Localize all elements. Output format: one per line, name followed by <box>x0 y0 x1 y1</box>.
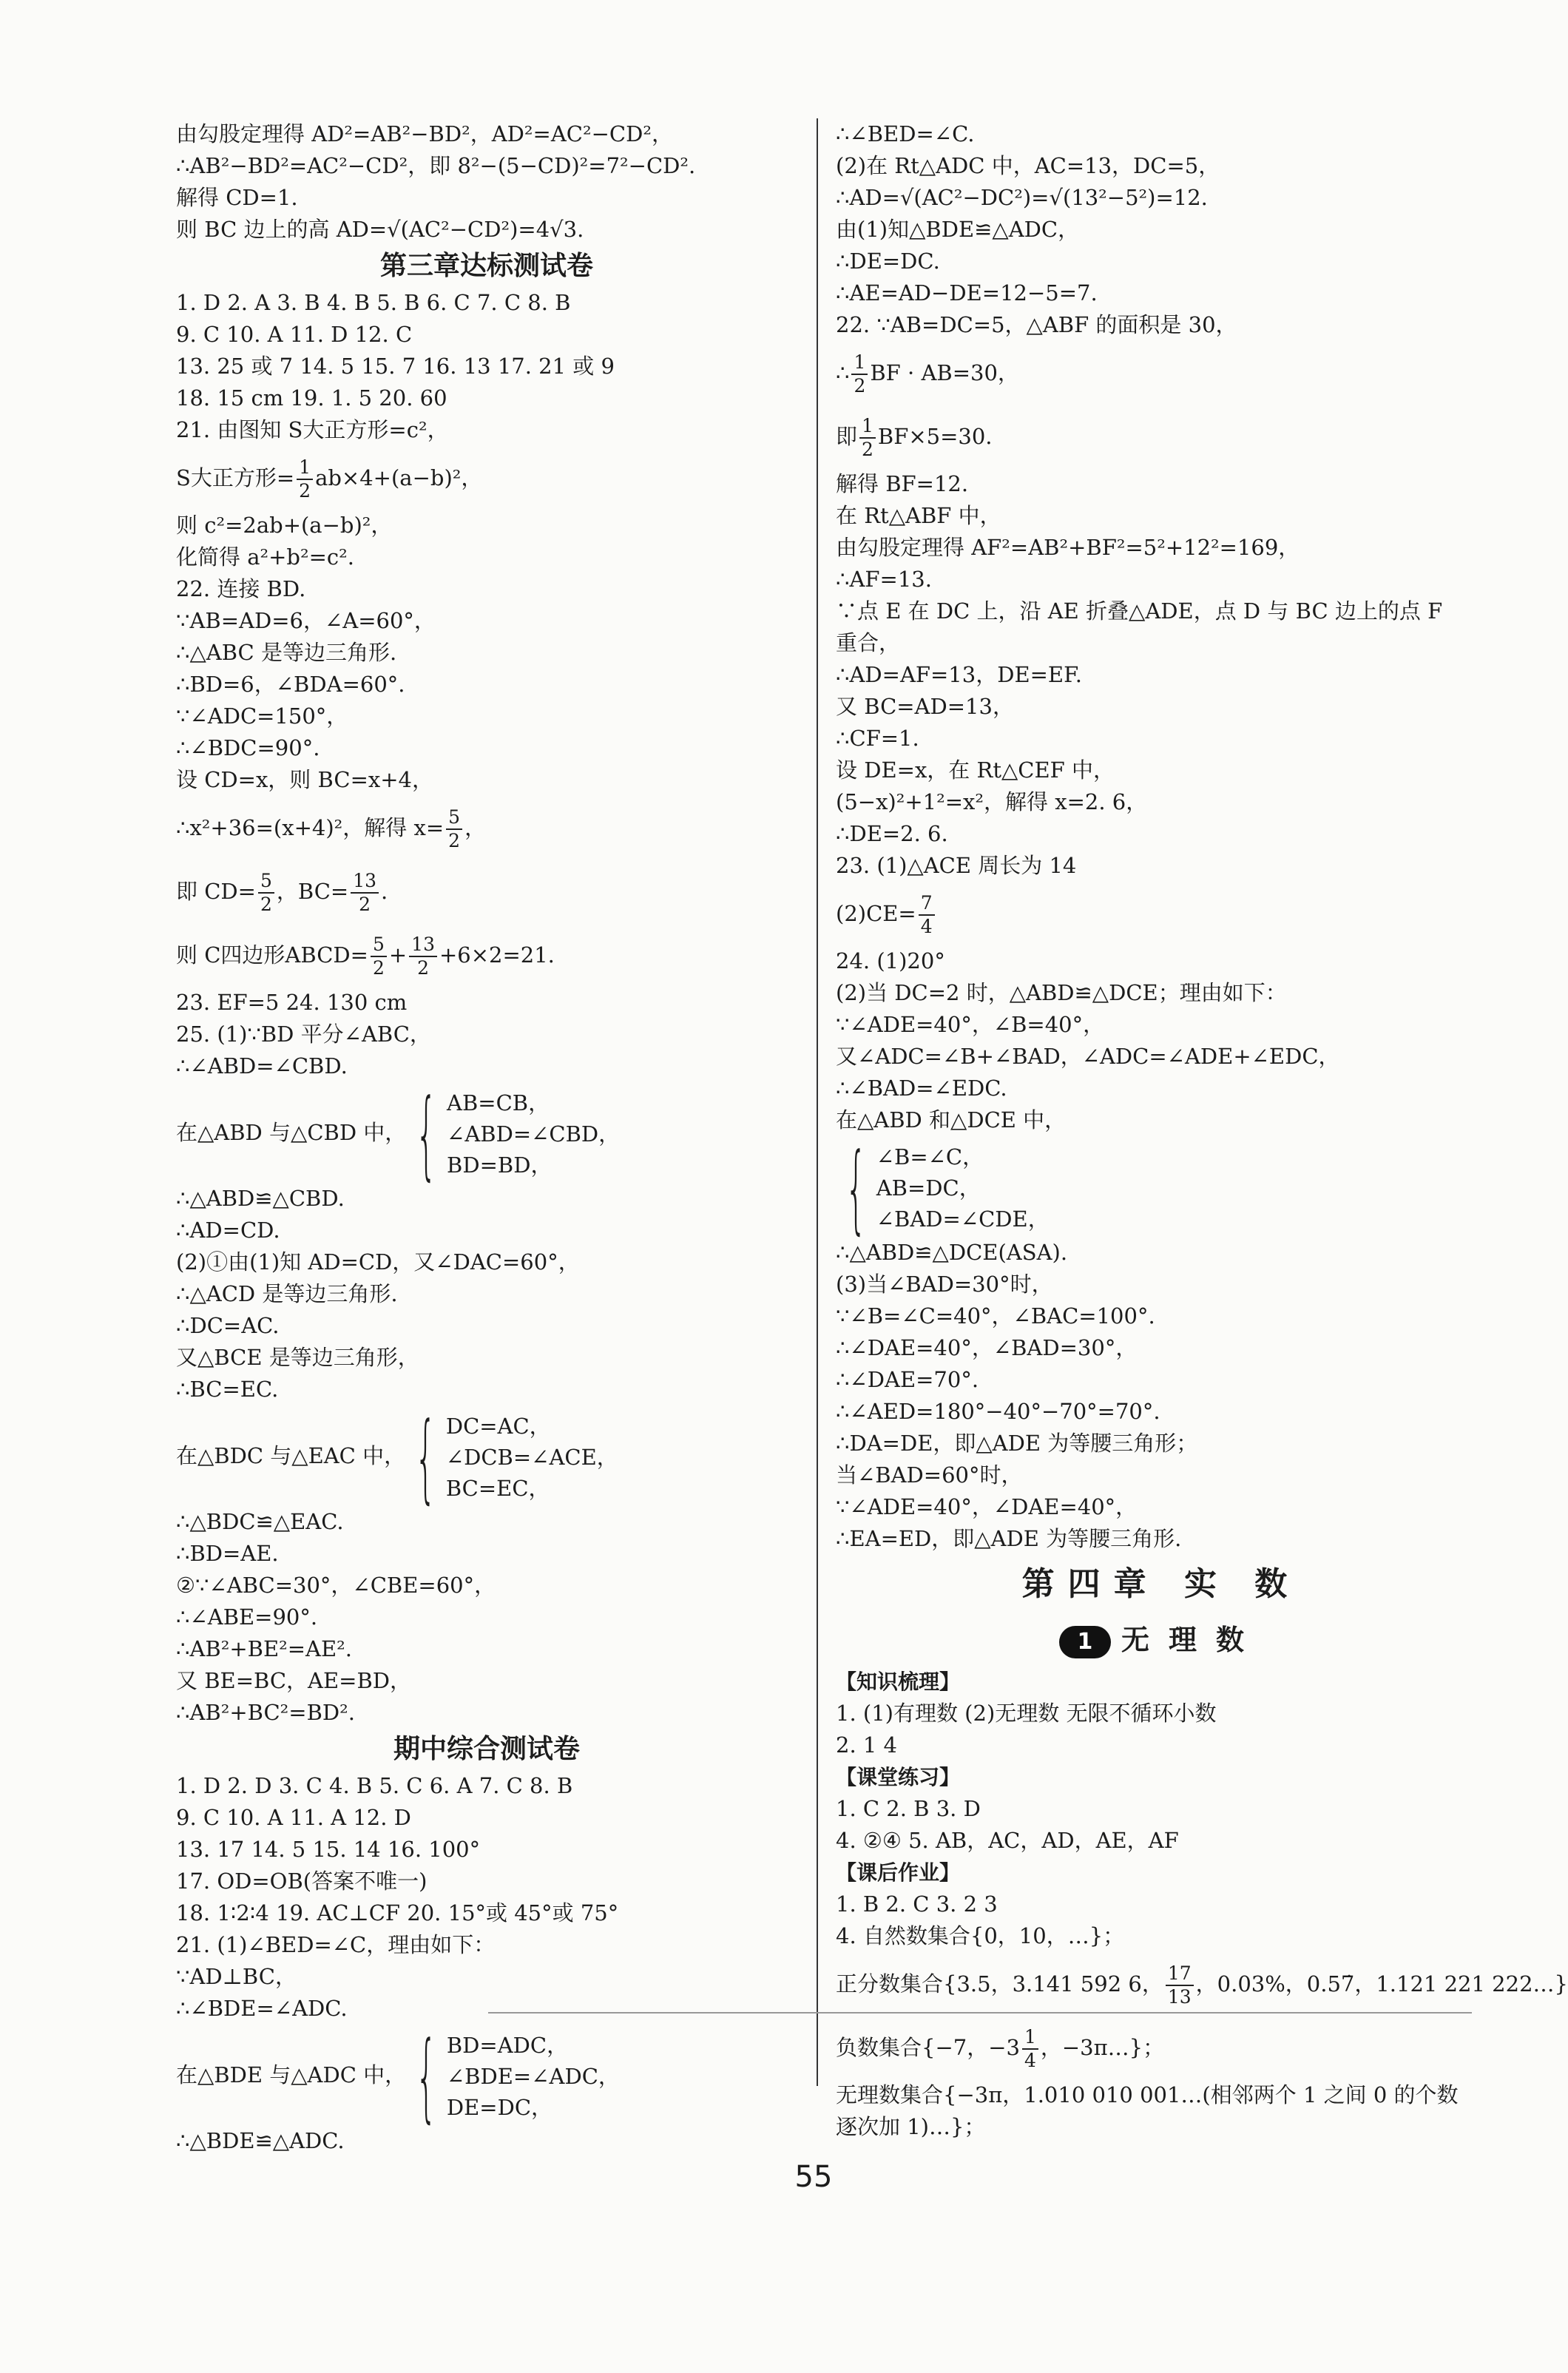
denominator: 2 <box>372 957 385 979</box>
system-line: ∠B=∠C， <box>876 1144 984 1169</box>
answer-line: 1. D 2. D 3. C 4. B 5. C 6. A 7. C 8. B <box>176 1773 573 1798</box>
answer-line: (2)在 Rt△ADC 中，AC=13，DC=5， <box>836 153 1220 178</box>
answer-line: 21. (1)∠BED=∠C，理由如下： <box>176 1932 496 1957</box>
section-tag: 【课堂练习】 <box>836 1765 961 1789</box>
denominator: 2 <box>854 375 866 396</box>
math-line <box>176 923 797 987</box>
column-divider <box>817 118 818 2086</box>
answer-line: 21. 由图知 S大正方形=c²， <box>176 417 449 442</box>
answer-line: 4. ②④ 5. AB，AC，AD，AE，AF <box>836 1828 1179 1853</box>
numerator: 1 <box>859 415 876 439</box>
answer-line: 又 BE=BC，AE=BD， <box>176 1668 412 1693</box>
answer-line: 22. 连接 BD. <box>176 576 306 601</box>
answer-line: ∴∠ABD=∠CBD. <box>176 1053 348 1079</box>
system-line: BD=ADC， <box>446 2033 569 2058</box>
answer-line: 2. 1 4 <box>836 1732 898 1758</box>
answer-line: 23. (1)△ACE 周长为 14 <box>836 853 1077 878</box>
math-text: 则 C四边形ABCD= <box>176 942 368 968</box>
answer-line: ∴∠DAE=70°. <box>836 1367 979 1392</box>
answer-line: ∴DE=DC. <box>836 249 940 274</box>
numerator: 1 <box>297 456 313 480</box>
answer-line: ∴AD=AF=13，DE=EF. <box>836 662 1082 687</box>
answer-line: ∵AD⊥BC， <box>176 1964 297 1989</box>
system-lead-text: 在△BDC 与△EAC 中， <box>176 1443 406 1468</box>
answer-line: ∴AE=AD−DE=12−5=7. <box>836 280 1098 306</box>
answer-line: 1. (1)有理数 (2)无理数 无限不循环小数 <box>836 1701 1217 1726</box>
system-line: BD=BD， <box>447 1152 552 1178</box>
system-line: ∠ABD=∠CBD， <box>447 1121 621 1147</box>
answer-line: ∴AF=13. <box>836 567 932 592</box>
answer-line: ∵∠ADC=150°， <box>176 703 348 729</box>
system-line: ∠BAD=∠CDE， <box>876 1206 1050 1232</box>
fraction <box>919 892 935 938</box>
system-lines <box>446 1411 618 1504</box>
numerator: 13 <box>409 934 437 957</box>
answer-line: ∴DA=DE，即△ADE 为等腰三角形； <box>836 1431 1198 1456</box>
equation-system <box>176 1078 797 1190</box>
brace-system <box>405 1401 618 1513</box>
answer-line: ∵∠B=∠C=40°，∠BAC=100°. <box>836 1303 1155 1329</box>
answer-line: ②∵∠ABC=30°，∠CBE=60°， <box>176 1573 496 1598</box>
answer-line: 设 CD=x，则 BC=x+4， <box>176 767 433 792</box>
numerator: 5 <box>371 934 387 957</box>
fraction <box>409 934 437 979</box>
math-text: 正分数集合{3.5，3.141 592 6， <box>836 1971 1163 1996</box>
math-text: +6×2=21. <box>439 942 555 968</box>
answer-line: ∴△ACD 是等边三角形. <box>176 1281 398 1306</box>
answer-line: ∴∠ABE=90°. <box>176 1604 318 1630</box>
answer-line: 则 BC 边上的高 AD=√(AC²−CD²)=4√3. <box>176 217 584 242</box>
answer-line: 1. C 2. B 3. D <box>836 1796 981 1821</box>
fraction <box>297 456 313 502</box>
answer-line: ∴∠BED=∠C. <box>836 121 975 146</box>
right-column <box>836 118 1568 2143</box>
brace-symbol: { <box>416 2020 437 2133</box>
lesson-title: 无理数 <box>1121 1624 1263 1656</box>
math-text: ，−3π…}； <box>1040 2035 1165 2060</box>
answer-line: ∴∠BDC=90°. <box>176 735 320 760</box>
answer-line: 22. ∵AB=DC=5，△ABF 的面积是 30， <box>836 312 1237 337</box>
left-column <box>176 118 797 2157</box>
answer-line: 17. OD=OB(答案不唯一) <box>176 1869 428 1894</box>
answer-line: 9. C 10. A 11. A 12. D <box>176 1805 411 1830</box>
fraction <box>351 870 379 916</box>
answer-line: ∵点 E 在 DC 上，沿 AE 折叠△ADE，点 D 与 BC 边上的点 F <box>836 598 1443 624</box>
answer-line: ∴AD=CD. <box>176 1218 280 1243</box>
fraction <box>371 934 387 979</box>
answer-line: 25. (1)∵BD 平分∠ABC， <box>176 1022 431 1047</box>
answer-line: 由勾股定理得 AD²=AB²−BD²，AD²=AC²−CD²， <box>176 121 673 146</box>
answer-line: ∴DC=AC. <box>176 1313 280 1338</box>
answer-line: ∵∠ADE=40°，∠B=40°， <box>836 1012 1105 1037</box>
fraction <box>851 351 868 397</box>
answer-line: 重合， <box>836 630 901 655</box>
answer-line: ∴AB²+BE²=AE². <box>176 1636 352 1661</box>
denominator: 2 <box>862 439 873 460</box>
denominator: 2 <box>448 830 461 851</box>
equation-system <box>176 1401 797 1513</box>
fraction <box>859 415 876 461</box>
math-text: ∴x²+36=(x+4)²，解得 x= <box>176 815 445 840</box>
answer-line: 18. 1∶2∶4 19. AC⊥CF 20. 15°或 45°或 75° <box>176 1900 619 1925</box>
fraction <box>1166 1962 1194 2008</box>
answer-line: 在 Rt△ABF 中， <box>836 503 1001 528</box>
answer-line: ∵AB=AD=6，∠A=60°， <box>176 608 436 633</box>
answer-line: ∴BD=6，∠BDA=60°. <box>176 672 405 697</box>
answer-line: 13. 25 或 7 14. 5 15. 7 16. 13 17. 21 或 9 <box>176 354 615 379</box>
brace-symbol: { <box>416 1078 438 1190</box>
answer-line: 13. 17 14. 5 15. 14 16. 100° <box>176 1837 481 1862</box>
denominator: 2 <box>299 480 311 502</box>
answer-line: ∴△ABC 是等边三角形. <box>176 640 397 665</box>
math-line <box>836 405 1487 468</box>
answer-line: 由勾股定理得 AF²=AB²+BF²=5²+12²=169， <box>836 535 1300 560</box>
equation-system <box>176 2020 797 2133</box>
math-line <box>836 2016 1487 2079</box>
system-lead-text: 在△ABD 与△CBD 中， <box>176 1120 407 1145</box>
math-text: ∴ <box>836 360 850 385</box>
answer-line: (2)当 DC=2 时，△ABD≌△DCE；理由如下： <box>836 980 1287 1005</box>
answer-line: 24. (1)20° <box>836 948 945 973</box>
answer-line: ∵∠ADE=40°，∠DAE=40°， <box>836 1494 1138 1519</box>
system-lead-text: 在△BDE 与△ADC 中， <box>176 2062 407 2087</box>
math-text: 即 <box>836 424 858 449</box>
answer-line: (2)①由(1)知 AD=CD，又∠DAC=60°， <box>176 1249 580 1275</box>
lesson-number-badge: 1 <box>1059 1626 1111 1658</box>
answer-line: ∴△BDC≌△EAC. <box>176 1509 344 1534</box>
answer-line: ∴∠BAD=∠EDC. <box>836 1076 1007 1101</box>
brace-system <box>406 1078 621 1190</box>
answer-line: 又△BCE 是等边三角形， <box>176 1345 419 1370</box>
numerator: 1 <box>851 351 868 375</box>
denominator: 13 <box>1167 1986 1192 2008</box>
answer-line: ∴BD=AE. <box>176 1541 279 1566</box>
answer-line: ∴∠BDE=∠ADC. <box>176 1996 348 2021</box>
answer-line: 又 BC=AD=13， <box>836 694 1014 719</box>
answer-line: ∴BC=EC. <box>176 1377 279 1402</box>
system-line: BC=EC， <box>445 1476 550 1501</box>
math-text: ，0.03%，0.57̇，1.121 221 222…} <box>1195 1971 1568 1996</box>
numerator: 5 <box>446 806 462 830</box>
lesson-heading <box>836 1614 1487 1666</box>
system-lines <box>447 1087 620 1181</box>
system-line: ∠DCB=∠ACE， <box>445 1445 618 1470</box>
system-line: ∠BDE=∠ADC， <box>446 2064 620 2089</box>
math-text: 即 CD= <box>176 879 256 904</box>
answer-line: 解得 CD=1. <box>176 185 298 210</box>
answer-line: 由(1)知△BDE≌△ADC， <box>836 217 1080 242</box>
answer-line: 化简得 a²+b²=c². <box>176 544 355 570</box>
math-text: ，BC= <box>276 879 349 904</box>
answer-line: 逐次加 1)…}； <box>836 2114 986 2139</box>
math-line <box>836 882 1487 945</box>
denominator: 2 <box>417 957 430 979</box>
section-heading: 第三章达标测试卷 <box>379 251 593 281</box>
system-line: DE=DC， <box>446 2095 553 2120</box>
math-line <box>176 860 797 923</box>
denominator: 4 <box>920 916 933 937</box>
math-line <box>836 341 1487 405</box>
math-text: BF · AB=30， <box>870 360 1019 385</box>
system-lines <box>447 2030 620 2123</box>
answer-line: ∴△ABD≌△DCE(ASA). <box>836 1240 1068 1265</box>
answer-line: 1. D 2. A 3. B 4. B 5. B 6. C 7. C 8. B <box>176 290 571 315</box>
math-line <box>836 1952 1568 2016</box>
math-text: ， <box>464 815 487 840</box>
system-line: DC=AC， <box>445 1414 551 1439</box>
answer-line: ∴∠AED=180°−40°−70°=70°. <box>836 1399 1160 1424</box>
fraction <box>1022 2026 1038 2072</box>
numerator: 13 <box>351 870 379 894</box>
equation-system <box>836 1132 1487 1244</box>
answer-line: 又∠ADC=∠B+∠BAD，∠ADC=∠ADE+∠EDC， <box>836 1044 1340 1069</box>
numerator: 7 <box>919 892 935 916</box>
answer-line: (5−x)²+1²=x²，解得 x=2. 6， <box>836 789 1148 814</box>
math-line <box>176 446 797 510</box>
math-text: (2)CE= <box>836 901 916 926</box>
brace-symbol: { <box>845 1132 867 1244</box>
answer-line: 无理数集合{−3π，1.010 010 001…(相邻两个 1 之间 0 的个数 <box>836 2082 1459 2107</box>
answer-line: ∴AD=√(AC²−DC²)=√(13²−5²)=12. <box>836 185 1208 210</box>
fraction <box>258 870 274 916</box>
answer-line: 设 DE=x，在 Rt△CEF 中， <box>836 757 1115 783</box>
brace-system <box>836 1132 1050 1244</box>
brace-symbol: { <box>414 1401 436 1513</box>
math-text: + <box>388 942 408 968</box>
section-tag: 【课后作业】 <box>836 1860 961 1885</box>
answer-line: ∴AB²+BC²=BD². <box>176 1700 355 1725</box>
answer-line: ∴△ABD≌△CBD. <box>176 1186 345 1211</box>
denominator: 4 <box>1024 2050 1036 2071</box>
answer-line: 23. EF=5 24. 130 cm <box>176 990 408 1015</box>
page-number: 55 <box>794 2160 833 2194</box>
answer-line: ∴AB²−BD²=AC²−CD²，即 8²−(5−CD)²=7²−CD². <box>176 153 696 178</box>
answer-line: ∴∠DAE=40°，∠BAD=30°， <box>836 1335 1138 1360</box>
answer-line: 1. B 2. C 3. 2 3 <box>836 1891 998 1917</box>
section-heading: 期中综合测试卷 <box>393 1734 580 1764</box>
math-text: 负数集合{−7，−3 <box>836 2035 1020 2060</box>
denominator: 2 <box>359 894 371 915</box>
answer-line: 9. C 10. A 11. D 12. C <box>176 322 413 347</box>
answer-line: ∴△BDE≌△ADC. <box>176 2128 345 2153</box>
math-text: ab×4+(a−b)²， <box>315 465 483 490</box>
numerator: 17 <box>1166 1962 1194 1986</box>
answer-line: 解得 BF=12. <box>836 471 969 496</box>
section-tag: 【知识梳理】 <box>836 1670 961 1694</box>
answer-line: 4. 自然数集合{0，10，…}； <box>836 1923 1125 1948</box>
denominator: 2 <box>260 894 272 915</box>
fraction <box>446 806 462 852</box>
math-text: S大正方形= <box>176 465 295 490</box>
answer-line: (3)当∠BAD=30°时， <box>836 1272 1053 1297</box>
math-text: . <box>381 879 388 904</box>
numerator: 1 <box>1022 2026 1038 2050</box>
answer-line: 则 c²=2ab+(a−b)²， <box>176 513 393 538</box>
numerator: 5 <box>258 870 274 894</box>
answer-line: ∴DE=2. 6. <box>836 821 948 846</box>
math-text: BF×5=30. <box>877 424 993 449</box>
system-lines <box>876 1141 1050 1235</box>
chapter-heading: 第四章 实 数 <box>1021 1565 1301 1603</box>
system-line: AB=DC， <box>876 1175 981 1201</box>
brace-system <box>406 2020 620 2133</box>
answer-line: ∴CF=1. <box>836 726 919 751</box>
math-line <box>176 796 797 860</box>
system-line: AB=CB， <box>447 1090 550 1115</box>
answer-line: 在△ABD 和△DCE 中， <box>836 1107 1067 1133</box>
answer-line: ∴EA=ED，即△ADE 为等腰三角形. <box>836 1526 1182 1551</box>
answer-line: 18. 15 cm 19. 1. 5 20. 60 <box>176 385 447 411</box>
answer-line: 当∠BAD=60°时， <box>836 1462 1023 1488</box>
